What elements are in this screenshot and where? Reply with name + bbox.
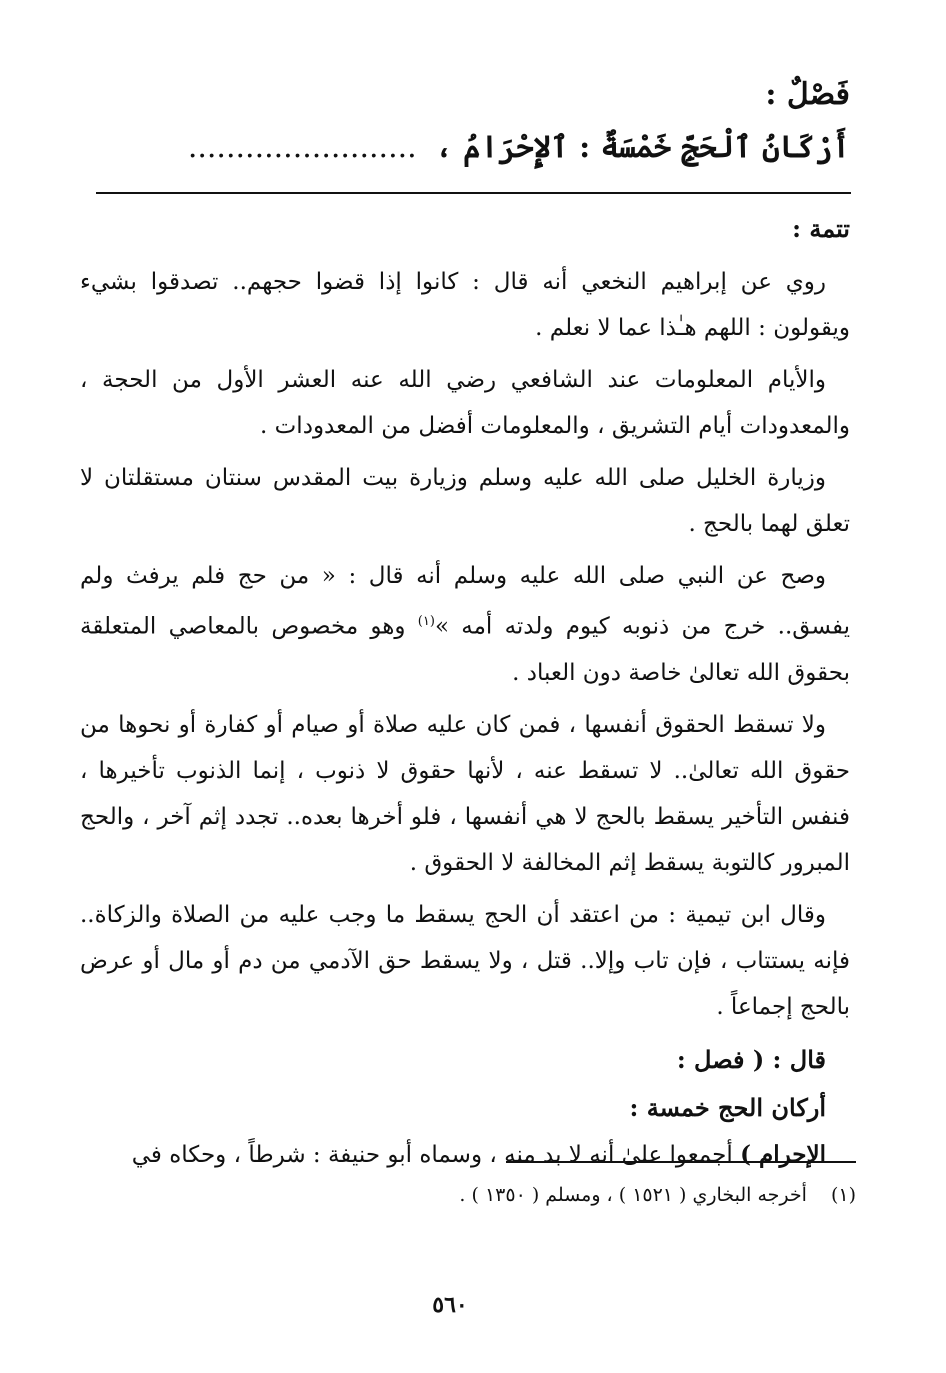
matn-separator-rule <box>96 192 851 194</box>
commentary-paragraph: وقال ابن تيمية : من اعتقد أن الحج يسقط ما وجب عليه من الصلاة والزكاة.. فإنه يستتاب ، فإن تاب وإلا.. قتل ، ولا يسقط حق الآدمي من دم أو مال أو عرض بالحج إجماعاً . <box>80 901 851 1020</box>
commentary-paragraph: وزيارة الخليل صلى الله عليه وسلم وزيارة بيت المقدس سنتان مستقلتان لا تعلق لهما بالحج . <box>80 465 850 537</box>
quoted-matn-subheading: أركان الحج خمسة : <box>629 1092 826 1122</box>
commentary-last-paragraph <box>80 1132 850 1178</box>
matn-text-line <box>90 120 850 176</box>
matn-block <box>90 70 850 176</box>
footnote-reference[interactable]: (١) <box>417 614 435 629</box>
footnote-text: أخرجه البخاري ( ١٥٢١ ) ، ومسلم ( ١٣٥٠ ) . <box>459 1184 807 1206</box>
commentary-block <box>80 205 850 1184</box>
matn-text: أَرْكَانُ ٱلْحَجِّ خَمْسَةٌ : ٱلإِحْرَامُ ، <box>435 130 850 165</box>
hadith-text: وصح عن النبي صلى الله عليه وسلم أنه قال : « من حج فلم يرفث ولم يفسق.. خرج من ذنوبه كيوم ولدته أمه » <box>80 563 851 640</box>
commentary-paragraph: والأيام المعلومات عند الشافعي رضي الله عنه العشر الأول من الحجة ، والمعدودات أيام التشريق ، والمعلومات أفضل من المعدودات . <box>80 367 850 439</box>
commentary-paragraph: ولا تسقط الحقوق أنفسها ، فمن كان عليه صلاة أو صيام أو كفارة أو نحوها من حقوق الله تعالىٰ.. لا تسقط عنه ، لأنها حقوق لا ذنوب ، إنما الذنوب تأخيرها ، فنفس التأخير يسقط بالحج لا هي أنفسها ، فلو أخرها بعده.. تجدد إثم آخر ، والحج المبرور كالتوبة يسقط إثم المخالفة لا الحقوق . <box>80 711 850 876</box>
quoted-matn-term: الإحرام ) <box>740 1140 826 1168</box>
commentary-text: أجمعوا علىٰ أنه لا بد منه ، وسماه أبو حنيفة : شرطاً ، وحكاه في <box>131 1141 741 1168</box>
hadith-commentary-text: وهو مخصوص بالمعاصي المتعلقة بحقوق الله تعالىٰ خاصة دون العباد . <box>80 613 850 686</box>
matn-ellipsis-dots: ........................ <box>187 130 417 165</box>
footnote-mark: (١) <box>830 1184 856 1206</box>
commentary-heading: تتمة : <box>792 214 850 243</box>
matn-section-heading: فَصْلٌ : <box>765 77 850 112</box>
quoted-matn-heading: قال : ( فصل : <box>676 1044 826 1074</box>
footnote-separator-rule <box>506 1161 856 1163</box>
footnote <box>156 1180 856 1210</box>
page-number: ٥٦٠ <box>432 1292 468 1318</box>
hadith-paragraph <box>80 553 850 696</box>
commentary-paragraph: روي عن إبراهيم النخعي أنه قال : كانوا إذا قضوا حجهم.. تصدقوا بشيء ويقولون : اللهم هـٰذا عما لا نعلم . <box>80 269 850 341</box>
